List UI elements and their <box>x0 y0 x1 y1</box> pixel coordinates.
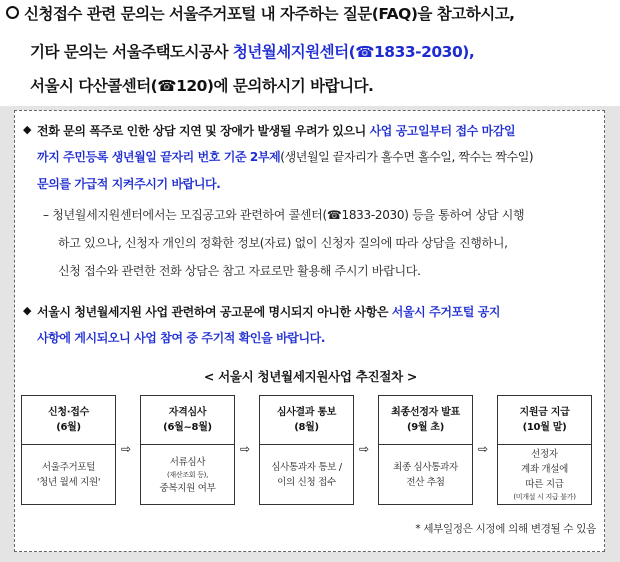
step-period: (6월) <box>56 422 81 433</box>
notice1-sub-line-3: 신청 접수와 관련한 전화 상담은 참고 자료로만 활용해 주시기 바랍니다. <box>58 264 421 278</box>
step-desc-line: 중복지원 여부 <box>159 482 216 494</box>
notice-box <box>14 110 605 552</box>
step-desc-line: (미개설 시 지급 불가) <box>513 493 576 501</box>
notice2-line1-text: 서울시 청년월세지원 사업 관련하여 공고문에 명시되지 아니한 사항은 <box>37 305 392 319</box>
step-name: 신청·접수 <box>48 407 89 418</box>
intro-line-2-prefix: 기타 문의는 서울주택도시공사 <box>30 43 233 61</box>
right-arrow-icon: ⇨ <box>478 442 489 456</box>
step-name: 자격심사 <box>168 407 207 418</box>
notice2-line1 <box>37 303 500 320</box>
intro-line-3: 서울시 다산콜센터(☎120)에 문의하시기 바랍니다. <box>30 77 374 95</box>
notice2-line1-highlight: 서울시 주거포털 공지 <box>391 305 501 319</box>
step-period: (9월 초) <box>406 422 445 433</box>
notice1-line1-text: 전화 문의 폭주로 인한 상담 지연 및 장애가 발생될 우려가 있으니 <box>37 124 370 138</box>
step-desc-line: 이의 신청 접수 <box>277 477 336 488</box>
step-header <box>22 396 115 445</box>
notice2-line2 <box>37 329 325 346</box>
step-header <box>141 396 234 445</box>
diamond-bullet-icon: ◆ <box>23 304 32 317</box>
step-description <box>379 445 472 505</box>
step-name: 최종선정자 발표 <box>391 407 460 418</box>
step-description <box>22 445 115 505</box>
step-desc-line: 최종 심사통과자 <box>393 462 458 473</box>
step-desc-line: 심사통과자 통보 / <box>271 462 342 473</box>
right-arrow-icon: ⇨ <box>240 442 251 456</box>
notice1-line1-highlight: 사업 공고일부터 접수 마감일 <box>369 124 516 138</box>
step-header <box>260 396 353 445</box>
notice1-line2-highlight: 까지 주민등록 생년월일 끝자리 번호 기준 2부제 <box>37 150 281 164</box>
step-name: 심사결과 통보 <box>276 407 337 418</box>
intro-line-1: 신청접수 관련 문의는 서울주거포털 내 자주하는 질문(FAQ)을 참고하시고, <box>24 5 515 23</box>
step-name: 지원금 지급 <box>519 407 570 418</box>
step-period: (10월 말) <box>522 422 567 433</box>
process-step-result-notice <box>259 395 354 505</box>
notice2-line2-highlight: 사항에 게시되오니 사업 참여 중 주기적 확인을 바랍니다. <box>37 331 326 345</box>
step-period: (6월~8월) <box>163 422 212 433</box>
step-desc-line: 전산 추첨 <box>406 477 445 488</box>
notice1-sub-line-2: 하고 있으나, 신청자 개인의 정확한 정보(자료) 없이 신청자 질의에 따라 상담을 진행하니, <box>58 236 508 250</box>
youth-rent-center-phone: 청년월세지원센터(☎1833-2030), <box>232 43 475 61</box>
step-description <box>141 445 234 505</box>
process-title: < 서울시 청년월세지원사업 추진절차 > <box>203 369 418 384</box>
circle-bullet-icon <box>6 6 19 19</box>
notice1-line3-highlight: 문의를 가급적 지켜주시기 바랍니다. <box>37 177 221 191</box>
notice1-line2 <box>37 148 533 165</box>
step-desc-line: (재산조회 등), <box>166 470 209 479</box>
step-desc-line: 따른 지급 <box>525 479 564 490</box>
notice1-line2-note: (생년월일 끝자리가 홀수면 홀수일, 짝수는 짝수일) <box>280 150 534 164</box>
intro-section <box>0 0 620 106</box>
step-desc-line: 서류심사 <box>169 456 206 468</box>
diamond-bullet-icon: ◆ <box>23 123 32 136</box>
process-step-payment <box>497 395 592 505</box>
process-step-final-selection <box>378 395 473 505</box>
step-header <box>379 396 472 445</box>
schedule-footnote: * 세부일정은 시정에 의해 변경될 수 있음 <box>415 523 596 535</box>
notice1-sub-line-1: – 청년월세지원센터에서는 모집공고와 관련하여 콜센터(☎1833-2030) 등을 통하여 상담 시행 <box>43 208 525 222</box>
right-arrow-icon: ⇨ <box>121 442 132 456</box>
step-header <box>498 396 591 445</box>
step-description <box>260 445 353 505</box>
process-step-screening <box>140 395 235 505</box>
step-desc-line: 선정자 <box>531 449 558 460</box>
step-desc-line: '청년 월세 지원' <box>36 477 101 488</box>
intro-line-2 <box>30 40 474 62</box>
right-arrow-icon: ⇨ <box>359 442 370 456</box>
process-step-application <box>21 395 116 505</box>
notice1-line3 <box>37 175 220 192</box>
notice1-line1 <box>37 122 515 139</box>
step-description <box>498 445 591 505</box>
step-desc-line: 서울주거포털 <box>41 462 96 473</box>
step-desc-line: 계좌 개설에 <box>520 464 569 475</box>
step-period: (8월) <box>294 422 319 433</box>
